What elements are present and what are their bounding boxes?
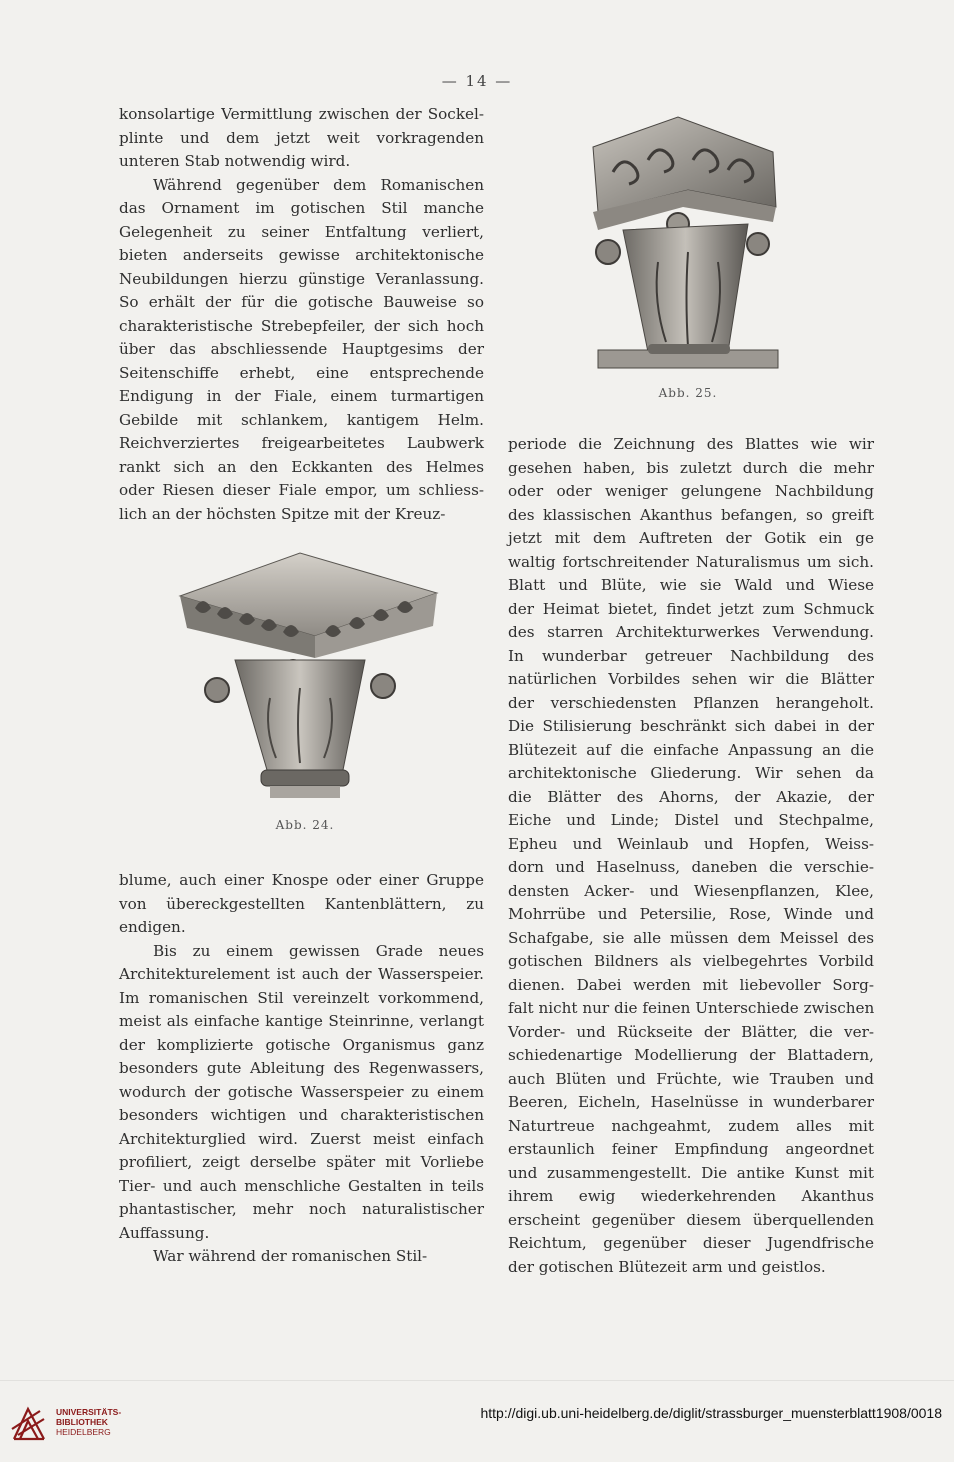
text-line: der verschiedensten Pflanzen herangeholt. xyxy=(508,693,874,712)
text-line: Bis zu einem gewissen Grade neues xyxy=(153,941,484,960)
text-line: das Ornament im gotischen Stil manche xyxy=(119,199,484,217)
text-line: Blatt und Blüte, wie sie Wald und Wiese xyxy=(508,576,874,594)
left-column-top xyxy=(119,103,484,526)
library-name xyxy=(56,1407,121,1437)
text-line: blume, auch einer Knospe oder einer Gruppe xyxy=(119,871,484,889)
paragraph xyxy=(508,433,874,1279)
library-logo[interactable] xyxy=(10,1405,48,1447)
text-line: Architekturelement ist auch der Wasserspeier. xyxy=(119,965,484,983)
text-line: dorn und Haselnuss, daneben die verschie- xyxy=(508,858,874,876)
text-line: jetzt mit dem Auftreten der Gotik ein ge xyxy=(508,529,874,547)
text-line: und zusammengestellt. Die antike Kunst mit xyxy=(508,1163,874,1182)
text-line: Im romanischen Stil vereinzelt vorkommend, xyxy=(119,988,484,1007)
text-line: bieten anderseits gewisse architektonische xyxy=(119,246,484,264)
text-line: Beeren, Eicheln, Haselnüsse in wunderbarer xyxy=(508,1093,874,1111)
text-line: der gotischen Blütezeit arm und geistlos. xyxy=(508,1257,826,1276)
text-line: besonders gute Ableitung des Regenwassers, xyxy=(119,1059,484,1077)
text-line: Naturtreue nachgeahmt, zudem alles mit xyxy=(508,1116,874,1135)
figure-25-capital xyxy=(578,112,783,382)
text-line: des starren Architekturwerkes Verwendung. xyxy=(508,623,874,641)
text-line: des klassischen Akanthus befangen, so greift xyxy=(508,505,874,524)
text-line: der komplizierte gotische Organismus ganz xyxy=(119,1035,484,1054)
library-name-line-3: HEIDELBERG xyxy=(56,1427,111,1437)
text-line: densten Acker- und Wiesenpflanzen, Klee, xyxy=(508,881,874,900)
text-line: War während der romanischen Stil- xyxy=(153,1247,428,1265)
text-line: architektonische Gliederung. Wir sehen da xyxy=(508,764,874,782)
text-line: Mohrrübe und Petersilie, Rose, Winde und xyxy=(508,905,874,923)
paragraph xyxy=(119,869,484,940)
text-line: Epheu und Weinlaub und Hopfen, Weiss- xyxy=(508,834,874,853)
text-line: Gelegenheit zu seiner Entfaltung verliert, xyxy=(119,222,484,241)
text-line: die Blätter des Ahorns, der Akazie, der xyxy=(508,787,874,806)
figure-25-caption: Abb. 25. xyxy=(658,386,718,400)
text-line: Seitenschiffe erhebt, eine entsprechende xyxy=(119,363,484,382)
text-line: periode die Zeichnung des Blattes wie wir xyxy=(508,435,874,453)
text-line: konsolartige Vermittlung zwischen der Sockel- xyxy=(119,105,484,123)
paragraph xyxy=(119,103,484,174)
text-line: ihrem ewig wiederkehrenden Akanthus xyxy=(508,1187,874,1205)
text-line: lich an der höchsten Spitze mit der Kreuz- xyxy=(119,504,446,523)
right-column xyxy=(508,433,874,1279)
text-line: von übereckgestellten Kantenblättern, zu xyxy=(119,894,484,913)
text-line: erstaunlich feiner Empfindung angeordnet xyxy=(508,1140,874,1158)
figure-24-capital xyxy=(175,548,440,803)
text-line: Während gegenüber dem Romanischen xyxy=(153,175,484,194)
text-line: oder oder weniger gelungene Nachbildung xyxy=(508,482,874,500)
text-line: plinte und dem jetzt weit vorkragenden xyxy=(119,128,484,147)
text-line: natürlichen Vorbildes sehen wir die Blätter xyxy=(508,670,874,688)
capital-photo-25 xyxy=(578,112,783,382)
text-line: der Heimat bietet, findet jetzt zum Schmuck xyxy=(508,599,874,618)
text-line: So erhält der für die gotische Bauweise so xyxy=(119,293,484,311)
library-name-line-2: BIBLIOTHEK xyxy=(56,1417,108,1427)
text-line: waltig fortschreitender Naturalismus um sich. xyxy=(508,552,874,571)
figure-24-caption: Abb. 24. xyxy=(275,818,335,832)
text-line: schiedenartige Modellierung der Blattadern, xyxy=(508,1046,874,1064)
text-line: Gebilde mit schlankem, kantigem Helm. xyxy=(119,410,484,429)
text-line: Die Stilisierung beschränkt sich dabei in der xyxy=(508,717,874,735)
text-line: gesehen haben, bis zuletzt durch die mehr xyxy=(508,458,874,477)
text-line: wodurch der gotische Wasserspeier zu einem xyxy=(119,1082,484,1101)
text-line: gotischen Bildners als vielbegehrtes Vorbild xyxy=(508,952,874,970)
paragraph xyxy=(119,174,484,527)
text-line: Endigung in der Fiale, einem turmartigen xyxy=(119,387,484,405)
permalink-url[interactable]: http://digi.ub.uni-heidelberg.de/diglit/strassburger_muensterblatt1908/0018 xyxy=(480,1405,942,1421)
text-line: Blütezeit auf die einfache Anpassung an die xyxy=(508,740,874,759)
text-line: unteren Stab notwendig wird. xyxy=(119,152,351,170)
text-line: über das abschliessende Hauptgesims der xyxy=(119,340,484,358)
text-line: besonders wichtigen und charakteristischen xyxy=(119,1106,484,1124)
text-line: Vorder- und Rückseite der Blätter, die ver- xyxy=(508,1022,874,1041)
text-line: Reichverziertes freigearbeitetes Laubwerk xyxy=(119,434,484,452)
text-line: endigen. xyxy=(119,918,186,936)
left-column-bottom xyxy=(119,869,484,1269)
text-line: rankt sich an den Eckkanten des Helmes xyxy=(119,457,484,476)
library-name-line-1: UNIVERSITÄTS- xyxy=(56,1407,122,1417)
text-line: oder Riesen dieser Fiale empor, um schliess- xyxy=(119,481,484,499)
text-line: In wunderbar getreuer Nachbildung des xyxy=(508,646,874,665)
page-number: — 14 — xyxy=(441,72,513,90)
paragraph xyxy=(119,1245,484,1269)
text-line: profiliert, zeigt derselbe später mit Vorliebe xyxy=(119,1153,484,1171)
text-line: phantastischer, mehr noch naturalistischer xyxy=(119,1200,484,1218)
text-line: Auffassung. xyxy=(119,1223,210,1242)
text-line: Eiche und Linde; Distel und Stechpalme, xyxy=(508,811,874,829)
text-line: Reichtum, gegenüber dieser Jugendfrische xyxy=(508,1234,874,1252)
text-line: meist als einfache kantige Steinrinne, verlangt xyxy=(119,1012,484,1030)
text-line: Schafgabe, sie alle müssen dem Meissel des xyxy=(508,928,874,947)
text-line: auch Blüten und Früchte, wie Trauben und xyxy=(508,1069,874,1088)
text-line: Tier- und auch menschliche Gestalten in teils xyxy=(119,1176,484,1195)
text-line: erscheint gegenüber diesem überquellenden xyxy=(508,1210,874,1229)
text-line: charakteristische Strebepfeiler, der sich hoch xyxy=(119,316,484,335)
text-line: Architekturglied wird. Zuerst meist einfach xyxy=(119,1129,484,1148)
text-line: Neubildungen hierzu günstige Veranlassung. xyxy=(119,269,484,288)
text-line: dienen. Dabei werden mit liebevoller Sorg- xyxy=(508,975,874,994)
text-line: falt nicht nur die feinen Unterschiede zwischen xyxy=(508,999,875,1017)
footer-bar xyxy=(0,1380,954,1462)
paragraph xyxy=(119,940,484,1246)
capital-photo-24 xyxy=(175,548,440,803)
library-seal-icon xyxy=(10,1405,48,1443)
